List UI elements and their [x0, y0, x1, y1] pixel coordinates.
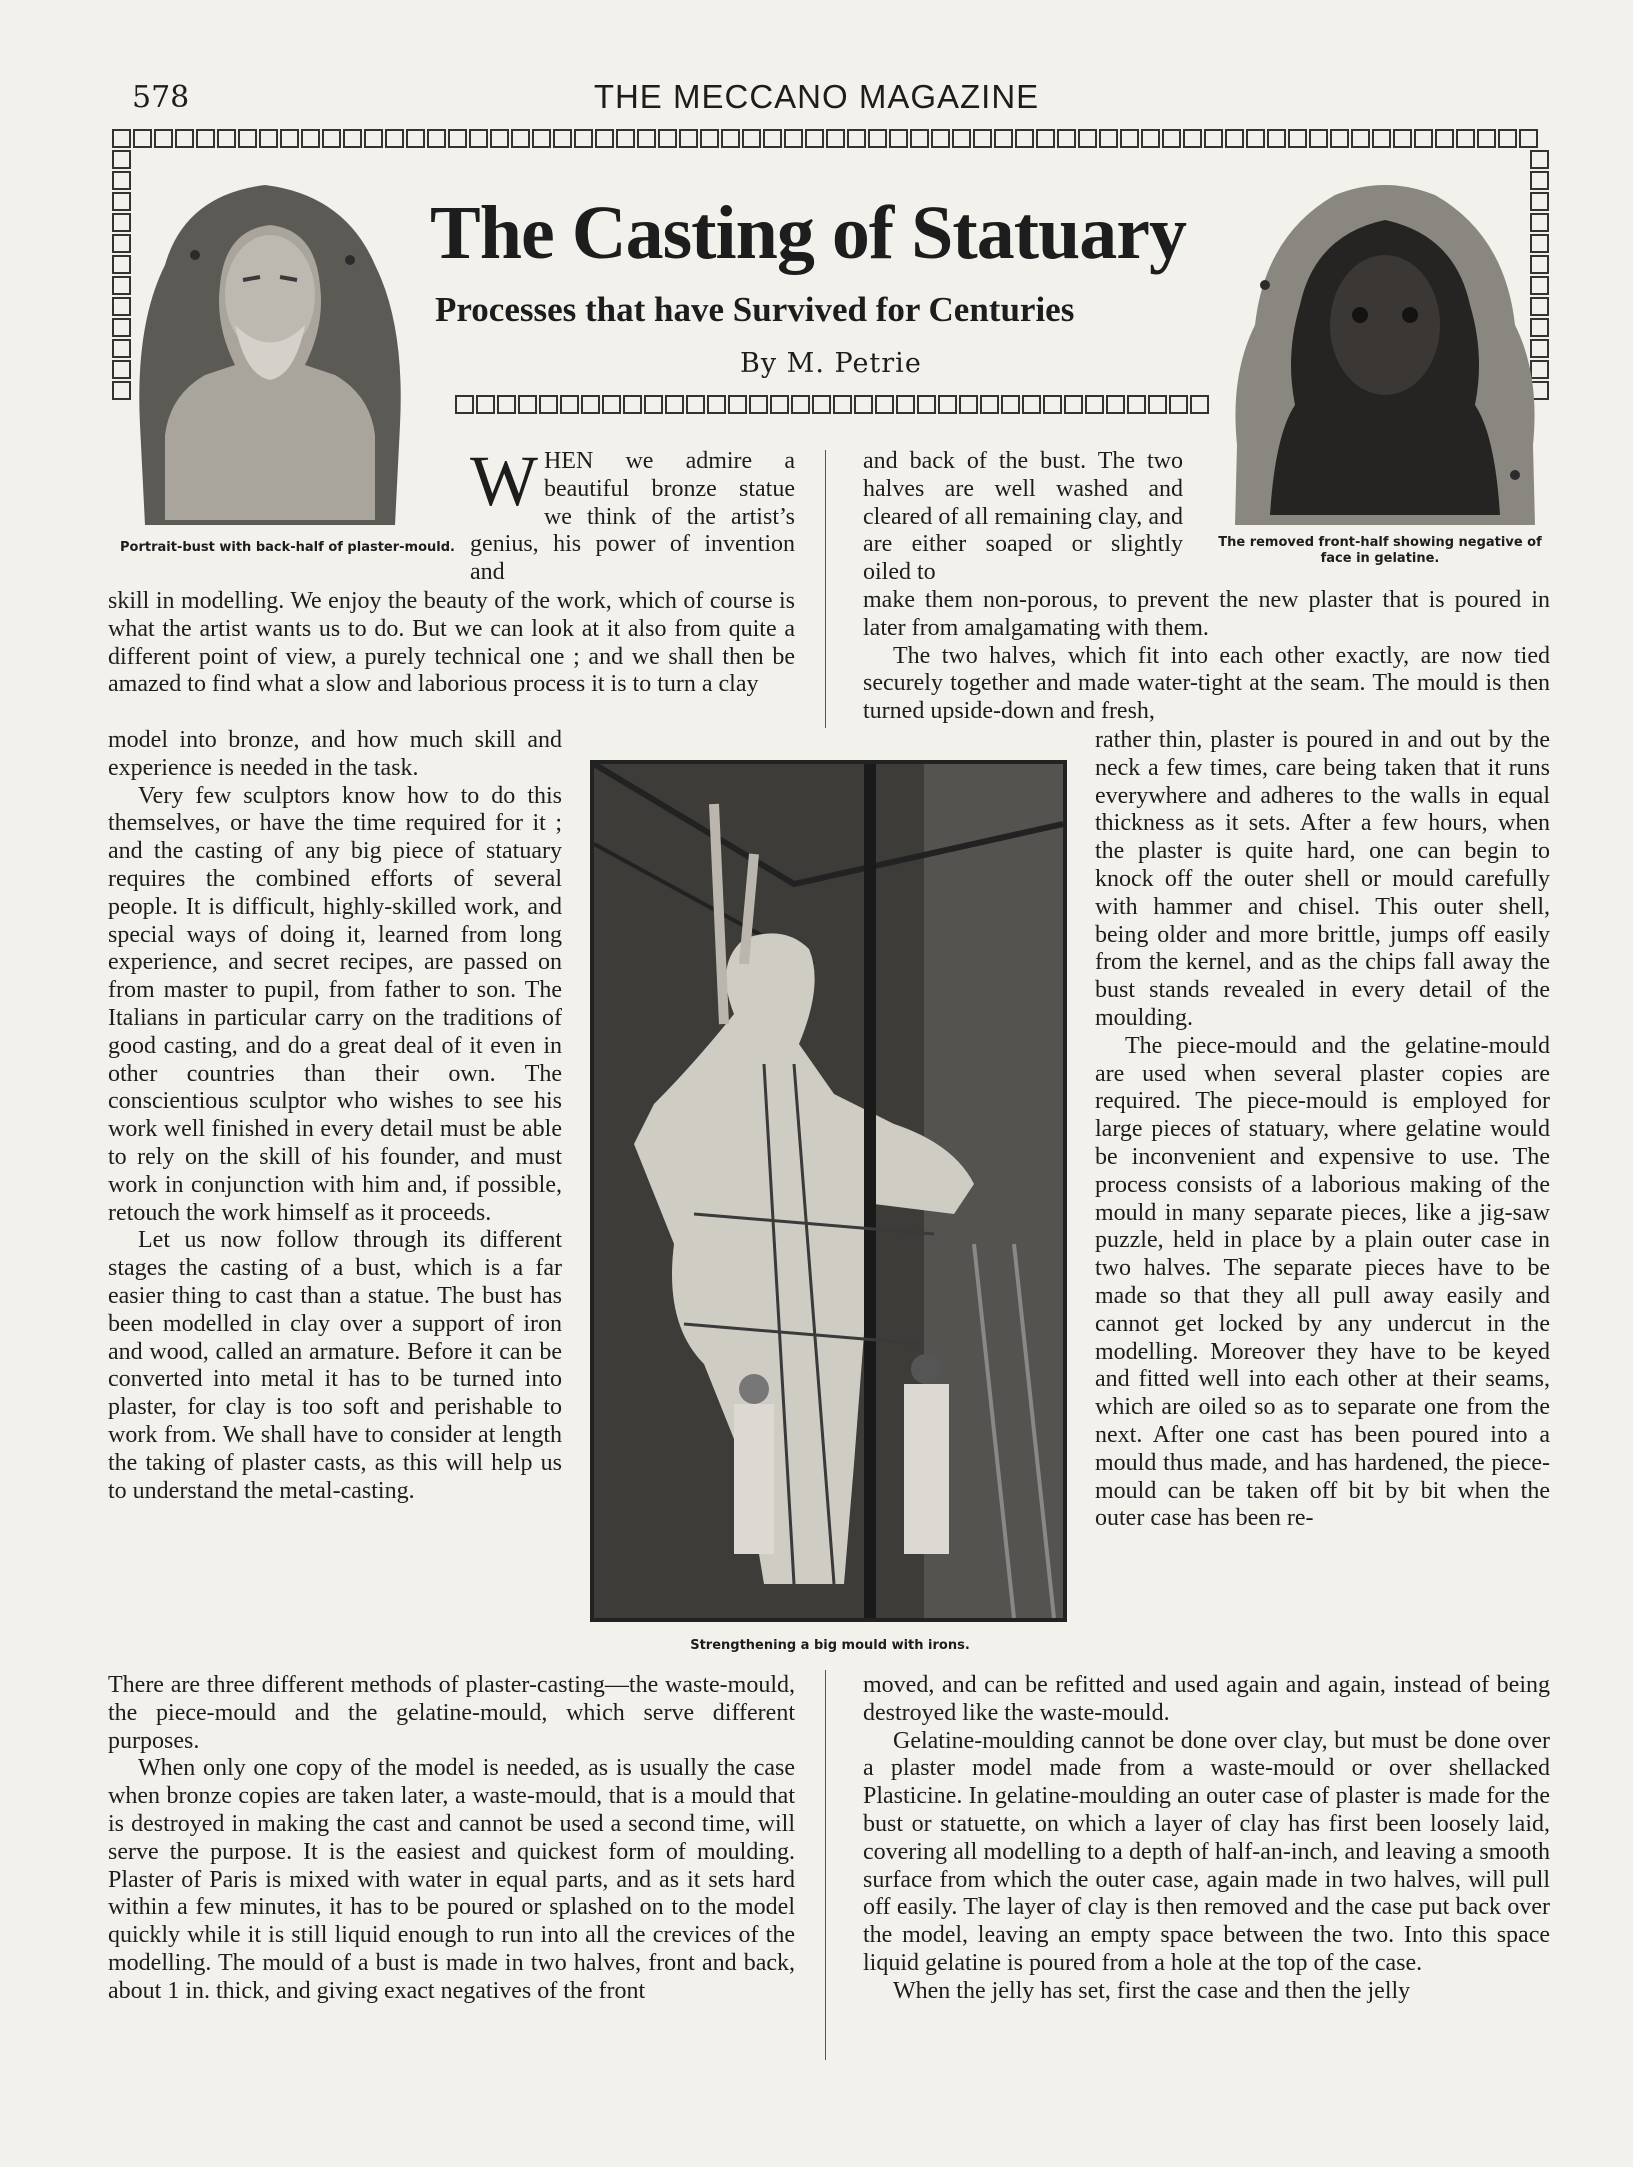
- col2-paragraph-d: moved, and can be refitted and used again and again, instead of being destroyed like the waste-mould. Gelatine-moulding cannot be done over clay, but must be done over a plaster model made from a waste-mould or over shellacked Plasticine. In gelatine-moulding an outer case of plaster is made for the bust or statuette, on which a layer of clay has first been loosely laid, covering all modelling to a depth of half-an-inch, and leaving a smooth surface from which the outer case, again made in two halves, will pull off easily. The layer of clay is then removed and the case put back over the model, leaving an empty space between the two. Into this space liquid gelatine is poured from a hole at the top of the case. When the jelly has set, first the case and then the jelly: [863, 1672, 1550, 2004]
- border-square: [931, 129, 950, 148]
- border-square: [1351, 129, 1370, 148]
- border-square: [217, 129, 236, 148]
- border-square: [1120, 129, 1139, 148]
- article-subtitle: Processes that have Survived for Centuries: [435, 290, 1075, 329]
- border-square: [637, 129, 656, 148]
- border-square: [1309, 129, 1328, 148]
- border-square: [1267, 129, 1286, 148]
- border-square: [721, 129, 740, 148]
- border-square: [1064, 395, 1083, 414]
- border-square: [259, 129, 278, 148]
- border-square: [868, 129, 887, 148]
- border-square: [1015, 129, 1034, 148]
- border-square: [623, 395, 642, 414]
- border-square: [343, 129, 362, 148]
- column-rule-bottom: [825, 1670, 826, 2060]
- right-figure-caption: The removed front-half showing negative of face in gelatine.: [1218, 535, 1542, 566]
- border-square: [742, 129, 761, 148]
- border-square: [595, 129, 614, 148]
- border-square: [1498, 129, 1517, 148]
- border-square: [154, 129, 173, 148]
- border-square: [280, 129, 299, 148]
- border-square: [1519, 129, 1538, 148]
- col2-paragraph-b: make them non-porous, to prevent the new plaster that is poured in later from amalgamating with them. The two halves, which fit into each other exactly, are now tied securely together and made water-tight at the seam. The mould is then turned upside-down and fresh,: [863, 587, 1550, 725]
- border-square: [1057, 129, 1076, 148]
- border-square: [763, 129, 782, 148]
- border-square: [490, 129, 509, 148]
- border-square: [448, 129, 467, 148]
- border-square: [700, 129, 719, 148]
- border-square: [1204, 129, 1223, 148]
- border-square: [532, 129, 551, 148]
- border-square: [1022, 395, 1041, 414]
- column-rule-top: [825, 450, 826, 728]
- border-square: [896, 395, 915, 414]
- col2-paragraph-c: rather thin, plaster is poured in and out by the neck a few times, care being taken that it runs everywhere and adheres to the walls in equal thickness as it sets. After a few hours, when the plaster is quite hard, one can begin to knock off the outer shell or mould carefully with hammer and chisel. This outer shell, being older and more brittle, jumps off easily from the kernel, and as the chips fall away the bust stands revealed in every detail of the moulding. The piece-mould and the gelatine-mould are used when several plaster copies are required. The piece-mould is employed for large pieces of statuary, where gelatine would be inconvenient and expensive to use. The process consists of a laborious making of the mould in many separate pieces, like a jig-saw puzzle, held in place by a plain outer case in two halves. The separate pieces have to be made so that they all pull away easily and cannot get locked by any undercut in the modelling. Moreover they have to be keyed and fitted well into each other at their seams, which are oiled so as to separate one from the next. After one cast has been poured into a mould thus made, and has hardened, the piece-mould can be taken off bit by bit when the outer case has been re-: [1095, 727, 1550, 1532]
- border-square: [553, 129, 572, 148]
- bust-mould-photo: [125, 175, 410, 530]
- border-square: [938, 395, 957, 414]
- border-square: [1372, 129, 1391, 148]
- border-square: [385, 129, 404, 148]
- border-square: [560, 395, 579, 414]
- border-square: [455, 395, 474, 414]
- border-square: [238, 129, 257, 148]
- border-square: [1477, 129, 1496, 148]
- border-square: [665, 395, 684, 414]
- border-square: [1169, 395, 1188, 414]
- border-square: [1148, 395, 1167, 414]
- border-square: [1183, 129, 1202, 148]
- border-square: [602, 395, 621, 414]
- border-square: [784, 129, 803, 148]
- border-square: [1001, 395, 1020, 414]
- border-square: [679, 129, 698, 148]
- border-square: [1078, 129, 1097, 148]
- border-square: [1085, 395, 1104, 414]
- border-square: [1456, 129, 1475, 148]
- border-square: [497, 395, 516, 414]
- border-square: [1099, 129, 1118, 148]
- border-square: [175, 129, 194, 148]
- border-square: [707, 395, 726, 414]
- border-square: [875, 395, 894, 414]
- article-title: The Casting of Statuary: [430, 191, 1187, 275]
- border-square: [749, 395, 768, 414]
- col1-paragraph-d: There are three different methods of plaster-casting—the waste-mould, the piece-mould and the gelatine-mould, which serve different purposes. When only one copy of the model is needed, as is usually the case when bronze copies are taken later, a waste-mould, that is a mould that is destroyed in making the cast and cannot be used a second time, will serve the purpose. It is the easiest and quickest form of moulding. Plaster of Paris is mixed with water in equal parts, and as it sets hard within a few minutes, it has to be poured or splashed on to the model quickly while it is still liquid enough to run into all the crevices of the modelling. The mould of a bust is made in two halves, front and back, about 1 in. thick, and giving exact negatives of the front: [108, 1672, 795, 2004]
- border-square: [112, 150, 131, 169]
- border-square: [952, 129, 971, 148]
- col1-paragraph-b: skill in modelling. We enjoy the beauty of the work, which of course is what the artist wants us to do. But we can look at it also from quite a different point of view, a purely technical one ; and we shall then be amazed to find what a slow and laborious process it is to turn a clay: [108, 588, 795, 698]
- bottom-square-border: [455, 395, 1209, 414]
- border-square: [854, 395, 873, 414]
- border-square: [812, 395, 831, 414]
- border-square: [1288, 129, 1307, 148]
- border-square: [406, 129, 425, 148]
- col1-paragraph-c: model into bronze, and how much skill and experience is needed in the task. Very few sculptors know how to do this themselves, or have the time required for it ; and the casting of any big piece of statuary requires the combined efforts of several people. It is difficult, highly-skilled work, and special ways of doing it, learned from long experience, and secret recipes, are passed on from master to pupil, from father to son. The Italians in particular carry on the traditions of good casting, and do a great deal of it even in other countries than their own. The conscientious sculptor who wishes to see his work well finished in every detail must be able to rely on the skill of his founder, and must work in conjunction with him and, if possible, retouch the work himself as it proceeds. Let us now follow through its different stages the casting of a bust, which is a far easier thing to cast than a statue. The bust has been modelled in clay over a support of iron and wood, called an armature. Before it can be converted into metal it has to be turned into plaster, for clay is too soft and perishable to work from. We shall have to consider at length the taking of plaster casts, as this will help us to understand the metal-casting.: [108, 727, 562, 1504]
- border-square: [322, 129, 341, 148]
- border-square: [1530, 150, 1549, 169]
- border-square: [1036, 129, 1055, 148]
- border-square: [959, 395, 978, 414]
- top-square-border: [112, 129, 1538, 148]
- border-square: [196, 129, 215, 148]
- border-square: [847, 129, 866, 148]
- col1-intro-text: WHEN we admire a beautiful bronze statue we think of the artist’s genius, his power of invention and: [470, 441, 795, 586]
- border-square: [910, 129, 929, 148]
- big-mould-photo: [590, 760, 1067, 1622]
- magazine-title: THE MECCANO MAGAZINE: [593, 78, 1040, 115]
- border-square: [889, 129, 908, 148]
- border-square: [1106, 395, 1125, 414]
- border-square: [112, 129, 131, 148]
- border-square: [301, 129, 320, 148]
- border-square: [1414, 129, 1433, 148]
- border-square: [644, 395, 663, 414]
- border-square: [476, 395, 495, 414]
- border-square: [980, 395, 999, 414]
- border-square: [1246, 129, 1265, 148]
- col2-paragraph-a: and back of the bust. The two halves are well washed and cleared of all remaining clay, and are either soaped or slightly oiled to: [863, 448, 1183, 586]
- border-square: [133, 129, 152, 148]
- border-square: [539, 395, 558, 414]
- border-square: [1141, 129, 1160, 148]
- border-square: [826, 129, 845, 148]
- border-square: [469, 129, 488, 148]
- border-square: [805, 129, 824, 148]
- border-square: [658, 129, 677, 148]
- border-square: [616, 129, 635, 148]
- border-square: [1127, 395, 1146, 414]
- border-square: [1043, 395, 1062, 414]
- border-square: [728, 395, 747, 414]
- center-figure-caption: Strengthening a big mould with irons.: [690, 1638, 970, 1653]
- border-square: [364, 129, 383, 148]
- border-square: [917, 395, 936, 414]
- article-byline: By M. Petrie: [740, 348, 922, 379]
- border-square: [686, 395, 705, 414]
- border-square: [1190, 395, 1209, 414]
- border-square: [1393, 129, 1412, 148]
- gelatine-negative-photo: [1225, 175, 1545, 530]
- border-square: [994, 129, 1013, 148]
- border-square: [973, 129, 992, 148]
- border-square: [1330, 129, 1349, 148]
- left-figure-caption: Portrait-bust with back-half of plaster-mould.: [120, 540, 455, 555]
- border-square: [511, 129, 530, 148]
- border-square: [1435, 129, 1454, 148]
- drop-cap: W: [470, 441, 538, 521]
- border-square: [518, 395, 537, 414]
- border-square: [581, 395, 600, 414]
- border-square: [1162, 129, 1181, 148]
- page-number: 578: [132, 80, 190, 115]
- border-square: [427, 129, 446, 148]
- border-square: [791, 395, 810, 414]
- border-square: [770, 395, 789, 414]
- border-square: [1225, 129, 1244, 148]
- border-square: [833, 395, 852, 414]
- border-square: [574, 129, 593, 148]
